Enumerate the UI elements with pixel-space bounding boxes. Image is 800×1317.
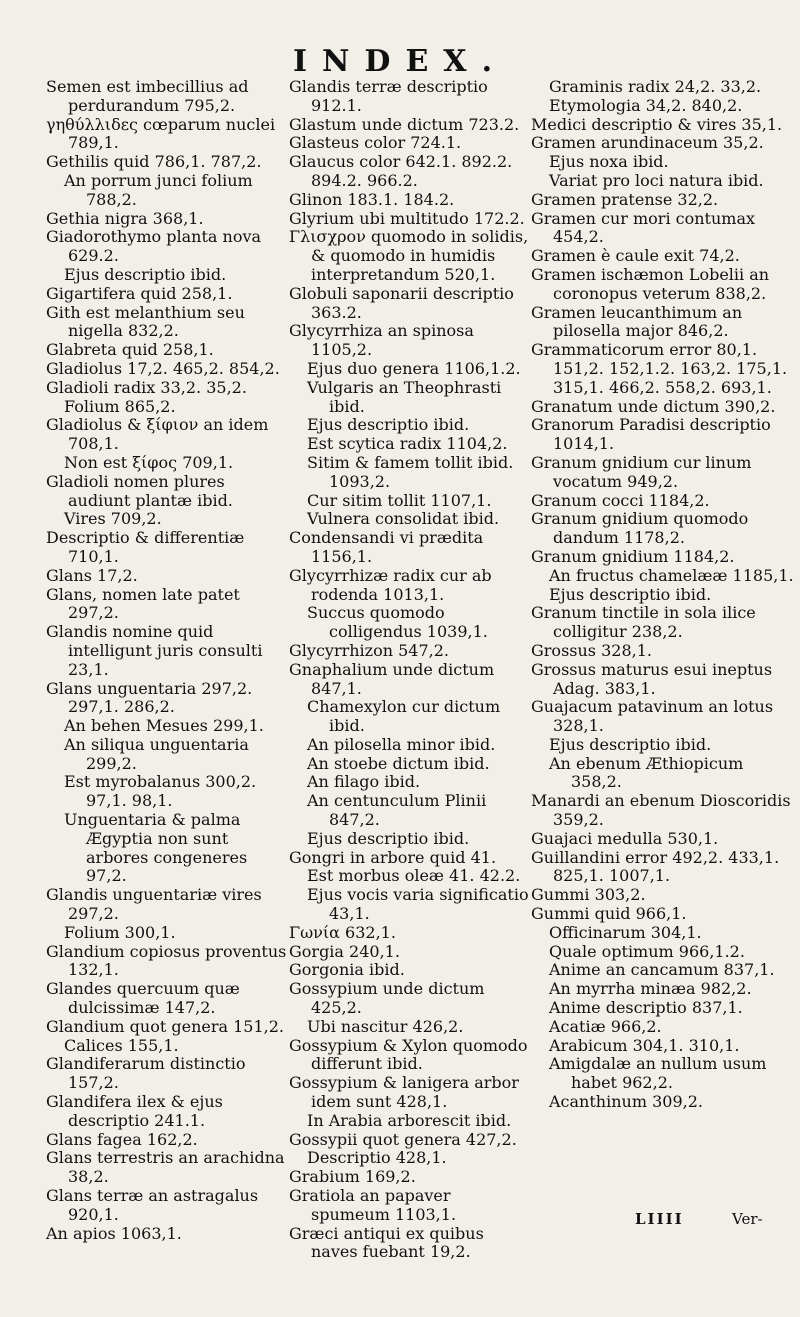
index-entry: Anime an cancamum 837,1.: [549, 960, 775, 980]
index-entry: Glycyrrhizæ radix cur ab rodenda 1013,1.: [289, 565, 492, 604]
index-entry: Globuli saponarii descriptio 363.2.: [289, 283, 514, 322]
index-entry: Ejus descriptio ibid.: [307, 828, 470, 848]
index-entry: Granum gnidium quomodo dandum 1178,2.: [531, 509, 749, 548]
index-entry: Chamexylon cur dictum ibid.: [307, 697, 501, 736]
index-entry: Gorgia 240,1.: [289, 941, 400, 961]
index-entry: Gladiolus & ξίφιον an idem 708,1.: [46, 415, 269, 454]
index-entry: Glandium copiosus proventus 132,1.: [46, 941, 287, 980]
index-entry: Glabreta quid 258,1.: [46, 340, 214, 360]
index-entry: Granorum Paradisi descriptio 1014,1.: [531, 415, 771, 454]
index-entry: An filago ibid.: [307, 772, 421, 792]
index-entry: An stoebe dictum ibid.: [307, 753, 490, 773]
index-entry: Glaucus color 642.1. 892.2. 894.2. 966.2.: [289, 152, 513, 190]
index-entry: An apios 1063,1.: [46, 1223, 182, 1243]
index-entry: Glandis unguentariæ vires 297,2.: [46, 885, 262, 924]
index-entry: Est scytica radix 1104,2.: [307, 434, 508, 454]
index-entry: Vulnera consolidat ibid.: [307, 509, 500, 529]
index-entry: Glinon 183.1. 184.2.: [289, 189, 455, 209]
index-entry: Est myrobalanus 300,2. 97,1. 98,1.: [64, 772, 257, 811]
index-entry: Granum tinctile in sola ilice colligitur 238,2.: [531, 603, 756, 642]
index-entry: Granum gnidium 1184,2.: [531, 546, 735, 566]
index-entry: Glandifera ilex & ejus descriptio 241.1.: [46, 1092, 223, 1130]
index-entry: Gongri in arbore quid 41.: [289, 847, 497, 867]
index-entry: An ebenum Æthiopicum 358,2.: [549, 753, 744, 792]
index-entry: Acanthinum 309,2.: [549, 1092, 703, 1112]
index-entry: Vires 709,2.: [64, 509, 162, 529]
index-entry: Quale optimum 966,1.2.: [549, 941, 745, 961]
index-entry: Amigdalæ an nullum usum habet 962,2.: [549, 1054, 767, 1093]
index-entry: Descriptio 428,1.: [307, 1148, 447, 1168]
index-entry: Gossypium & lanigera arbor idem sunt 428,1.: [289, 1073, 519, 1112]
index-entry: Graminis radix 24,2. 33,2.: [549, 77, 762, 96]
index-entry: Granum gnidium cur linum vocatum 949,2.: [531, 452, 752, 491]
index-entry: Gramen leucanthimum an pilosella major 846,2.: [531, 302, 743, 341]
index-entry: Condensandi vi prædita 1156,1.: [289, 528, 484, 566]
index-entry: Glans, nomen late patet 297,2.: [46, 584, 240, 623]
index-entry: Ejus descriptio ibid.: [549, 734, 712, 754]
index-entry: Guillandini error 492,2. 433,1. 825,1. 1007,1.: [531, 847, 780, 886]
index-entry: γηθύλλιδες cœparum nuclei 789,1.: [46, 114, 276, 153]
index-entry: Grossus maturus esui ineptus Adag. 383,1.: [531, 659, 773, 698]
index-entry: Grabium 169,2.: [289, 1167, 416, 1187]
index-entry: Γωνία 632,1.: [289, 922, 396, 942]
index-entry: Medici descriptio & vires 35,1.: [531, 114, 783, 134]
index-entry: Arabicum 304,1. 310,1.: [549, 1035, 740, 1055]
page-header: INDEX.: [292, 44, 508, 79]
index-entry: Semen est imbecillius ad perdurandum 795,2.: [46, 77, 249, 115]
index-entry: Giadorothymo planta nova 629.2.: [46, 227, 262, 266]
index-entry: Gramen ischæmon Lobelii an coronopus veterum 838,2.: [531, 264, 770, 303]
index-entry: Gorgonia ibid.: [289, 960, 405, 980]
index-entry: Anime descriptio 837,1.: [549, 998, 743, 1018]
index-entry: Calices 155,1.: [64, 1035, 179, 1055]
index-entry: Ejus descriptio ibid.: [549, 584, 712, 604]
index-entry: Glastum unde dictum 723.2.: [289, 114, 520, 134]
index-entry: Græci antiqui ex quibus naves fuebant 19,2.: [289, 1223, 484, 1262]
index-entry: An porrum junci folium 788,2.: [64, 170, 253, 209]
index-entry: Officinarum 304,1.: [549, 922, 702, 942]
index-entry: Ejus duo genera 1106,1.2.: [307, 358, 521, 378]
index-entry: Glans 17,2.: [46, 565, 138, 585]
index-entry: Gethia nigra 368,1.: [46, 208, 204, 228]
index-entry: Glandis nomine quid intelligunt juris consulti 23,1.: [46, 622, 263, 679]
index-entry: Gnaphalium unde dictum 847,1.: [289, 659, 495, 698]
signature-mark: LIIII: [635, 1210, 684, 1228]
index-entry: Gladiolus 17,2. 465,2. 854,2.: [46, 358, 280, 378]
index-entry: Glans terræ an astragalus 920,1.: [46, 1186, 259, 1224]
index-entry: Grossus 328,1.: [531, 640, 652, 660]
index-entry: Glyrium ubi multitudo 172.2.: [289, 208, 525, 228]
index-entry: Gramen cur mori contumax 454,2.: [531, 208, 756, 247]
index-entry: Etymologia 34,2. 840,2.: [549, 95, 743, 115]
index-entry: Gladioli radix 33,2. 35,2.: [46, 377, 247, 397]
index-entry: Ejus noxa ibid.: [549, 152, 669, 172]
index-entry: Succus quomodo colligendus 1039,1.: [307, 603, 488, 642]
index-entry: Gramen è caule exit 74,2.: [531, 246, 740, 266]
index-column-2: [289, 78, 529, 1262]
index-entry: Ejus vocis varia significatio 43,1.: [307, 885, 529, 924]
index-entry: Gossypii quot genera 427,2.: [289, 1129, 517, 1149]
index-entry: Manardi an ebenum Dioscoridis 359,2.: [531, 791, 791, 830]
index-entry: Glandium quot genera 151,2.: [46, 1016, 285, 1036]
index-entry: Unguentaria & palma Ægyptia non sunt arbores congeneres 97,2.: [64, 810, 248, 886]
index-entry: Ejus descriptio ibid.: [307, 415, 470, 435]
index-entry: Gethilis quid 786,1. 787,2.: [46, 152, 262, 172]
index-entry: In Arabia arborescit ibid.: [307, 1110, 512, 1130]
index-column-1: [46, 78, 288, 1243]
index-entry: Glandes quercuum quæ dulcissimæ 147,2.: [46, 979, 240, 1018]
index-entry: Ubi nascitur 426,2.: [307, 1016, 464, 1036]
index-entry: Γλισχρον quomodo in solidis, & quomodo in humidis interpretandum 520,1.: [289, 227, 529, 284]
index-entry: Cur sitim tollit 1107,1.: [307, 490, 492, 510]
index-entry: Descriptio & differentiæ 710,1.: [46, 528, 245, 566]
index-column-3: [531, 78, 795, 1112]
index-entry: Gith est melanthium seu nigella 832,2.: [46, 302, 245, 341]
index-entry: Vulgaris an Theophrasti ibid.: [307, 377, 502, 416]
index-entry: An behen Mesues 299,1.: [64, 716, 264, 736]
index-entry: An fructus chamelææ 1185,1.: [549, 565, 794, 585]
index-entry: Gossypium unde dictum 425,2.: [289, 979, 485, 1018]
index-entry: Glycyrrhiza an spinosa 1105,2.: [289, 321, 474, 360]
index-entry: Variat pro loci natura ibid.: [549, 170, 764, 190]
index-entry: Glans unguentaria 297,2. 297,1. 286,2.: [46, 678, 253, 717]
index-entry: Grammaticorum error 80,1. 151,2. 152,1.2. 163,2. 175,1. 315,1. 466,2. 558,2. 693,1.: [531, 340, 788, 397]
index-entry: Glans fagea 162,2.: [46, 1129, 198, 1149]
index-entry: Gladioli nomen plures audiunt plantæ ibid.: [46, 471, 233, 510]
index-entry: An pilosella minor ibid.: [307, 734, 496, 754]
catchword: Ver-: [732, 1210, 763, 1228]
index-entry: Non est ξίφος 709,1.: [64, 452, 234, 472]
index-entry: Folium 865,2.: [64, 396, 176, 416]
index-entry: Glans terrestris an arachidna 38,2.: [46, 1148, 285, 1187]
index-entry: Sitim & famem tollit ibid. 1093,2.: [307, 452, 514, 491]
index-entry: Glandiferarum distinctio 157,2.: [46, 1054, 246, 1093]
index-entry: Acatiæ 966,2.: [549, 1016, 662, 1036]
index-entry: An centunculum Plinii 847,2.: [307, 791, 487, 830]
index-entry: Folium 300,1.: [64, 922, 176, 942]
index-entry: Guajacum patavinum an lotus 328,1.: [531, 697, 774, 736]
index-entry: An myrrha minæa 982,2.: [549, 979, 752, 999]
index-entry: Est morbus oleæ 41. 42.2.: [307, 866, 521, 886]
index-entry: Granum cocci 1184,2.: [531, 490, 710, 510]
index-entry: Guajaci medulla 530,1.: [531, 828, 719, 848]
index-entry: Gratiola an papaver spumeum 1103,1.: [289, 1186, 457, 1224]
index-entry: Glasteus color 724.1.: [289, 133, 462, 153]
index-entry: Gossypium & Xylon quomodo differunt ibid.: [289, 1035, 528, 1074]
index-entry: Gramen arundinaceum 35,2.: [531, 133, 764, 153]
index-entry: Granatum unde dictum 390,2.: [531, 396, 776, 416]
index-entry: Ejus descriptio ibid.: [64, 264, 227, 284]
index-entry: Glandis terræ descriptio 912.1.: [289, 77, 488, 115]
index-entry: An siliqua unguentaria 299,2.: [64, 734, 249, 773]
index-entry: Gummi quid 966,1.: [531, 904, 687, 924]
index-entry: Gramen pratense 32,2.: [531, 189, 719, 209]
index-entry: Gummi 303,2.: [531, 885, 646, 905]
index-entry: Glycyrrhizon 547,2.: [289, 640, 449, 660]
index-entry: Gigartifera quid 258,1.: [46, 283, 233, 303]
